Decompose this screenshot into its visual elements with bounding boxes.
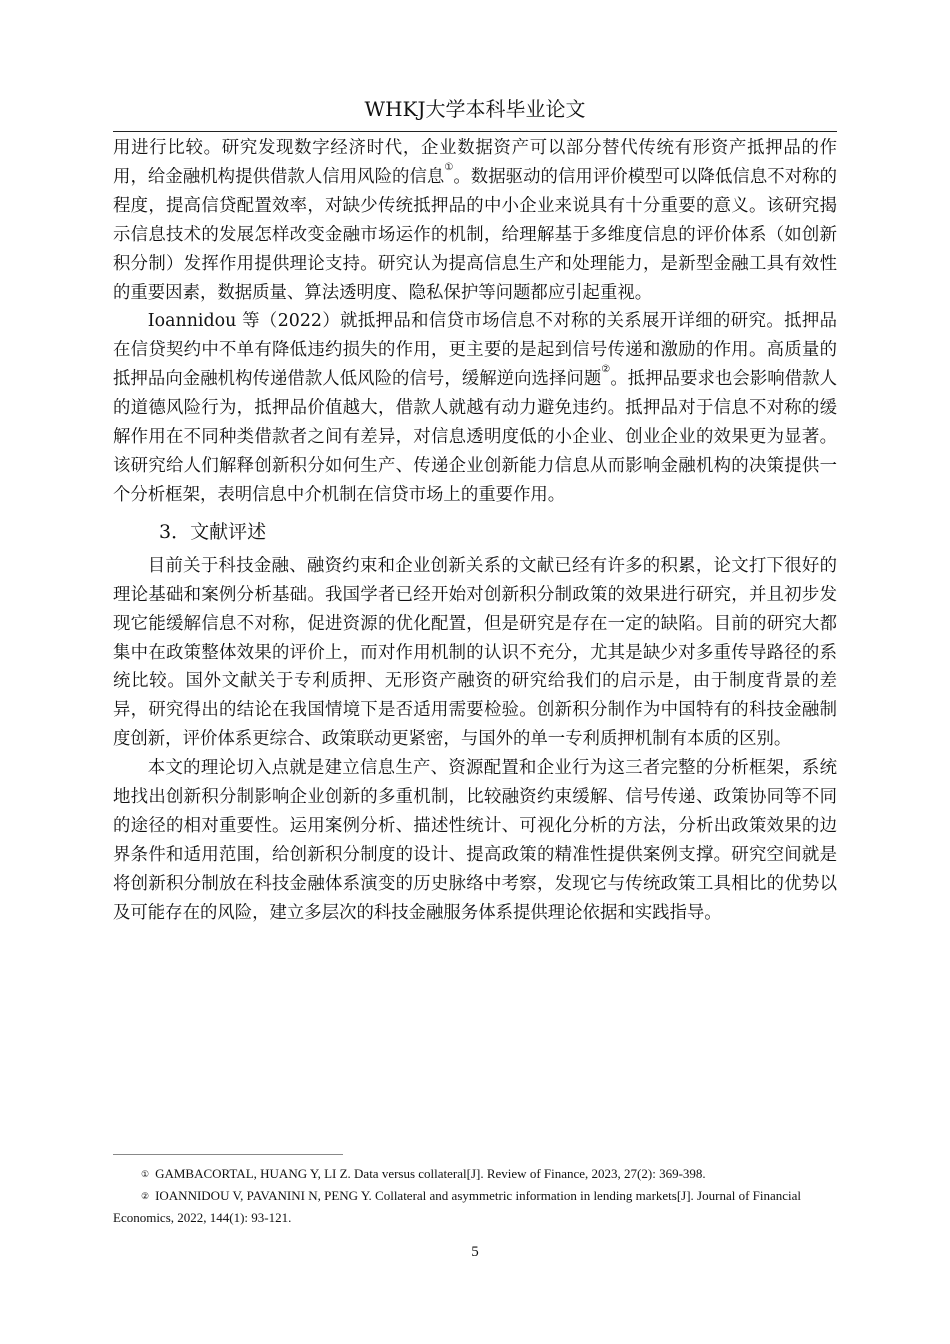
- paragraph-text: Ioannidou 等（2022）就抵押品和信贷市场信息不对称的关系展开详细的研究。抵押品在信贷契约中不单有降低违约损失的作用，更主要的是起到信号传递和激励的作用。高质量的抵押品向金融机构传递借款人低风险的信号，缓解逆向选择问题: [113, 311, 837, 390]
- paragraph-text: 用进行比较。研究发现数字经济时代，企业数据资产可以部分替代传统有形资产抵押品的作用，给金融机构提供借款人信用风险的信息: [113, 138, 837, 187]
- footnote-text: GAMBACORTAL, HUANG Y, LI Z. Data versus collateral[J]. Review of Finance, 2023, 27(2): 369-398.: [155, 1166, 706, 1181]
- paragraph-approach: 本文的理论切入点就是建立信息生产、资源配置和企业行为这三者完整的分析框架，系统地找出创新积分制影响企业创新的多重机制，比较融资约束缓解、信号传递、政策协同等不同的途径的相对重要性。运用案例分析、描述性统计、可视化分析的方法，分析出政策效果的边界条件和适用范围，给创新积分制度的设计、提高政策的精准性提供案例支撑。研究空间就是将创新积分制放在科技金融体系演变的历史脉络中考察，发现它与传统政策工具相比的优势以及可能存在的风险，建立多层次的科技金融服务体系提供理论依据和实践指导。: [113, 758, 837, 923]
- paragraph-ioannidou: [113, 307, 837, 509]
- footnote-divider: [113, 1154, 343, 1155]
- paragraph-text: 。抵押品要求也会影响借款人的道德风险行为，抵押品价值越大，借款人就越有动力避免违约。抵押品对于信息不对称的缓解作用在不同种类借款者之间有差异，对信息透明度低的小企业、创业企业的效果更为显著。该研究给人们解释创新积分如何生产、传递企业创新能力信息从而影响金融机构的决策提供一个分析框架，表明信息中介机制在信贷市场上的重要作用。: [113, 369, 837, 505]
- page-number: 5: [471, 1244, 479, 1260]
- footnote-marker: ①: [141, 1169, 150, 1179]
- header-title: WHKJ大学本科毕业论文: [364, 97, 586, 121]
- page-header: [113, 92, 837, 132]
- section-heading: 3．文献评述: [159, 520, 267, 543]
- footnote-marker: ②: [141, 1191, 150, 1201]
- footnote-1: [113, 1163, 837, 1185]
- footnote-text: IOANNIDOU V, PAVANINI N, PENG Y. Collateral and asymmetric information in lending markets[J]. Journal of Financial Economics, 2022, 144(1): 93-121.: [113, 1188, 802, 1225]
- footnote-ref-1[interactable]: ①: [444, 161, 454, 173]
- footnote-2: [113, 1185, 837, 1229]
- main-body: [113, 134, 837, 928]
- footnotes: [113, 1163, 837, 1229]
- paragraph-review: 目前关于科技金融、融资约束和企业创新关系的文献已经有许多的积累，论文打下很好的理论基础和案例分析基础。我国学者已经开始对创新积分制政策的效果进行研究，并且初步发现它能缓解信息不对称，促进资源的优化配置，但是研究是存在一定的缺陷。目前的研究大都集中在政策整体效果的评价上，而对作用机制的认识不充分，尤其是缺少对多重传导路径的系统比较。国外文献关于专利质押、无形资产融资的研究给我们的启示是，由于制度背景的差异，研究得出的结论在我国情境下是否适用需要检验。创新积分制作为中国特有的科技金融制度创新，评价体系更综合、政策联动更紧密，与国外的单一专利质押机制有本质的区别。: [113, 555, 837, 750]
- footnote-ref-2[interactable]: ②: [601, 364, 611, 376]
- paragraph-text: 。数据驱动的信用评价模型可以降低信息不对称的程度，提高信贷配置效率，对缺少传统抵押品的中小企业来说具有十分重要的意义。该研究揭示信息技术的发展怎样改变金融市场运作的机制，给理解基于多维度信息的评价体系（如创新积分制）发挥作用提供理论支持。研究认为提高信息生产和处理能力，是新型金融工具有效性的重要因素，数据质量、算法透明度、隐私保护等问题都应引起重视。: [113, 166, 837, 303]
- paragraph-continued: [113, 134, 837, 307]
